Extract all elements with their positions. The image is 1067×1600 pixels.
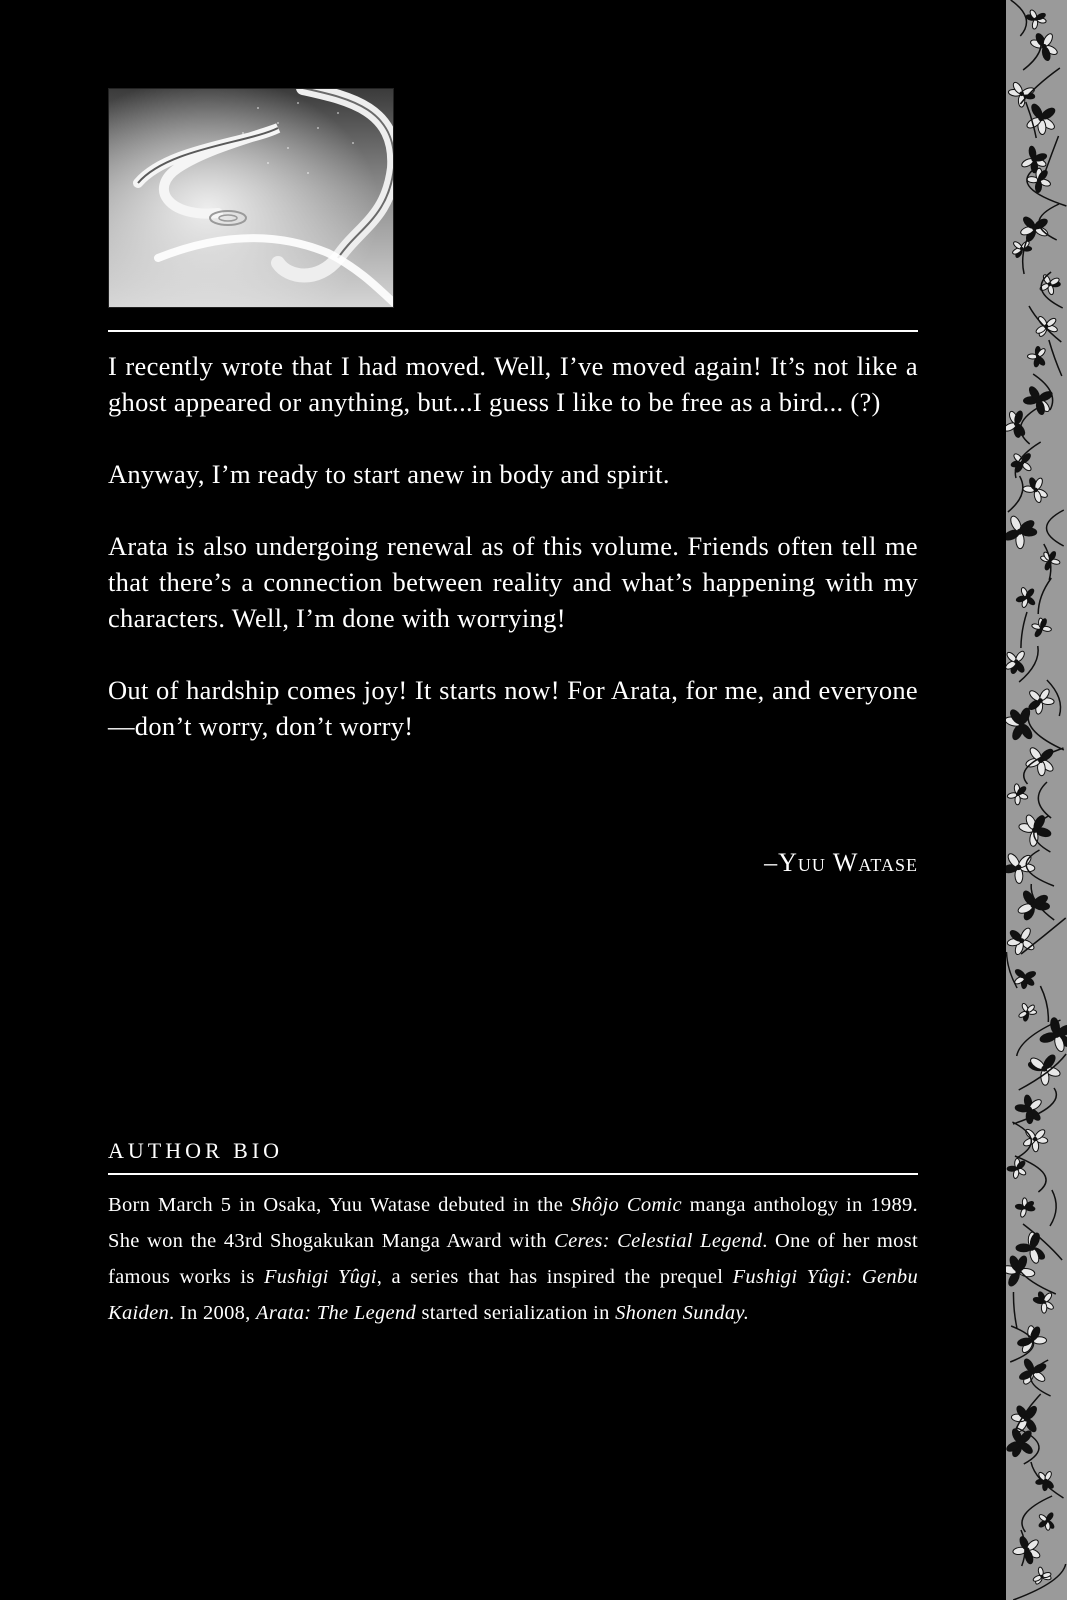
flower-ornament [1016, 578, 1052, 614]
flower-ornament [1027, 168, 1067, 206]
author-signature: –Yuu Watase [764, 848, 918, 877]
flower-ornament [1013, 1564, 1065, 1600]
flower-ornament [1020, 136, 1058, 173]
author-bio-text [108, 1187, 918, 1331]
flower-ornament [1017, 1017, 1067, 1056]
bio-title-fushigi-yugi: Fushigi Yûgi [263, 1266, 377, 1288]
top-rule [108, 330, 918, 332]
flower-ornament [1015, 1190, 1056, 1226]
flower-ornament [1012, 1530, 1041, 1566]
flower-ornament [1017, 884, 1054, 921]
flower-ornament [1006, 850, 1054, 886]
flower-ornament [1011, 0, 1047, 36]
bio-segment: manga anthology in 1989. She won the 43rd Shogakukan Manga Award with [108, 1194, 918, 1252]
bio-title-ceres: Ceres: Celestial Legend [554, 1230, 763, 1252]
flower-ornament [1013, 1088, 1056, 1124]
bio-segment: , a series that has inspired the prequel [376, 1266, 733, 1288]
flower-ornament [1029, 306, 1061, 342]
bio-segment: . In 2008, [169, 1302, 257, 1324]
flower-ornament [1007, 1156, 1046, 1192]
author-illustration [108, 88, 394, 308]
floral-pattern [1006, 0, 1067, 1600]
flower-ornament [1010, 1325, 1046, 1362]
bio-segment: started serialization in [416, 1302, 616, 1324]
bio-segment: Born March 5 in Osaka, Yuu Watase debuted in the [108, 1194, 571, 1216]
author-bio-heading: AUTHOR BIO [108, 1138, 284, 1163]
flower-ornament [1021, 612, 1052, 648]
flower-ornament [1008, 68, 1060, 107]
flower-ornament [1006, 408, 1037, 444]
flower-ornament [1013, 1291, 1054, 1328]
flower-ornament [1011, 442, 1041, 478]
flower-ornament [1025, 102, 1056, 138]
message-paragraph-1: I recently wrote that I had moved. Well, I’ve moved again! It’s not like a ghost appeared or anything, but...I guess I like to be free as a bird... (?) [108, 351, 918, 417]
bio-title-genbu-kaiden: Fushigi Yûgi: Genbu Kaiden [108, 1266, 919, 1324]
flower-ornament [1031, 1462, 1064, 1498]
flower-ornament [1020, 204, 1059, 243]
message-paragraph-2: Anyway, I’m ready to start anew in body and spirit. [108, 459, 670, 489]
message-paragraph-3: Arata is also undergoing renewal as of this volume. Friends often tell me that there’s a connection between reality and what’s happening with my characters. Well, I’m done with worrying! [108, 531, 918, 633]
flower-ornament [1024, 746, 1064, 784]
flower-ornament [1040, 544, 1061, 580]
flower-ornament [1006, 707, 1064, 750]
flower-ornament [1007, 918, 1066, 956]
bio-rule [108, 1173, 918, 1175]
flower-ornament [1018, 1358, 1050, 1396]
message-paragraph-4: Out of hardship comes joy! It starts now! For Arata, for me, and everyone—don’t worry, don’t worry! [108, 675, 918, 741]
flower-ornament [1006, 1255, 1056, 1294]
floral-border-strip [1006, 0, 1067, 1600]
flower-ornament [1023, 32, 1059, 70]
flower-ornament [1006, 510, 1064, 549]
flower-ornament [1039, 272, 1063, 308]
flower-ornament [1027, 340, 1061, 376]
flower-ornament [1022, 1496, 1055, 1532]
flower-ornament [1012, 1122, 1048, 1158]
bio-title-shojo-comic: Shôjo Comic [570, 1194, 682, 1216]
bio-segment: . One of her most famous works is [108, 1230, 918, 1288]
flower-ornament [1006, 646, 1038, 682]
flower-ornament [1019, 1053, 1066, 1090]
flower-ornament [1027, 680, 1060, 716]
flower-ornament [1007, 952, 1037, 989]
flower-ornament [1018, 814, 1052, 852]
bio-title-arata: Arata: The Legend [256, 1302, 417, 1324]
flower-ornament [1012, 238, 1032, 274]
flower-ornament [1007, 782, 1051, 818]
flower-ornament [1018, 986, 1048, 1022]
flower-ornament [1023, 374, 1053, 415]
flower-ornament [1011, 1394, 1041, 1433]
bio-title-shonen-sunday: Shonen Sunday. [615, 1302, 750, 1324]
flower-ornament [1006, 1428, 1039, 1464]
author-message [108, 348, 918, 780]
flower-ornament [1008, 476, 1049, 512]
